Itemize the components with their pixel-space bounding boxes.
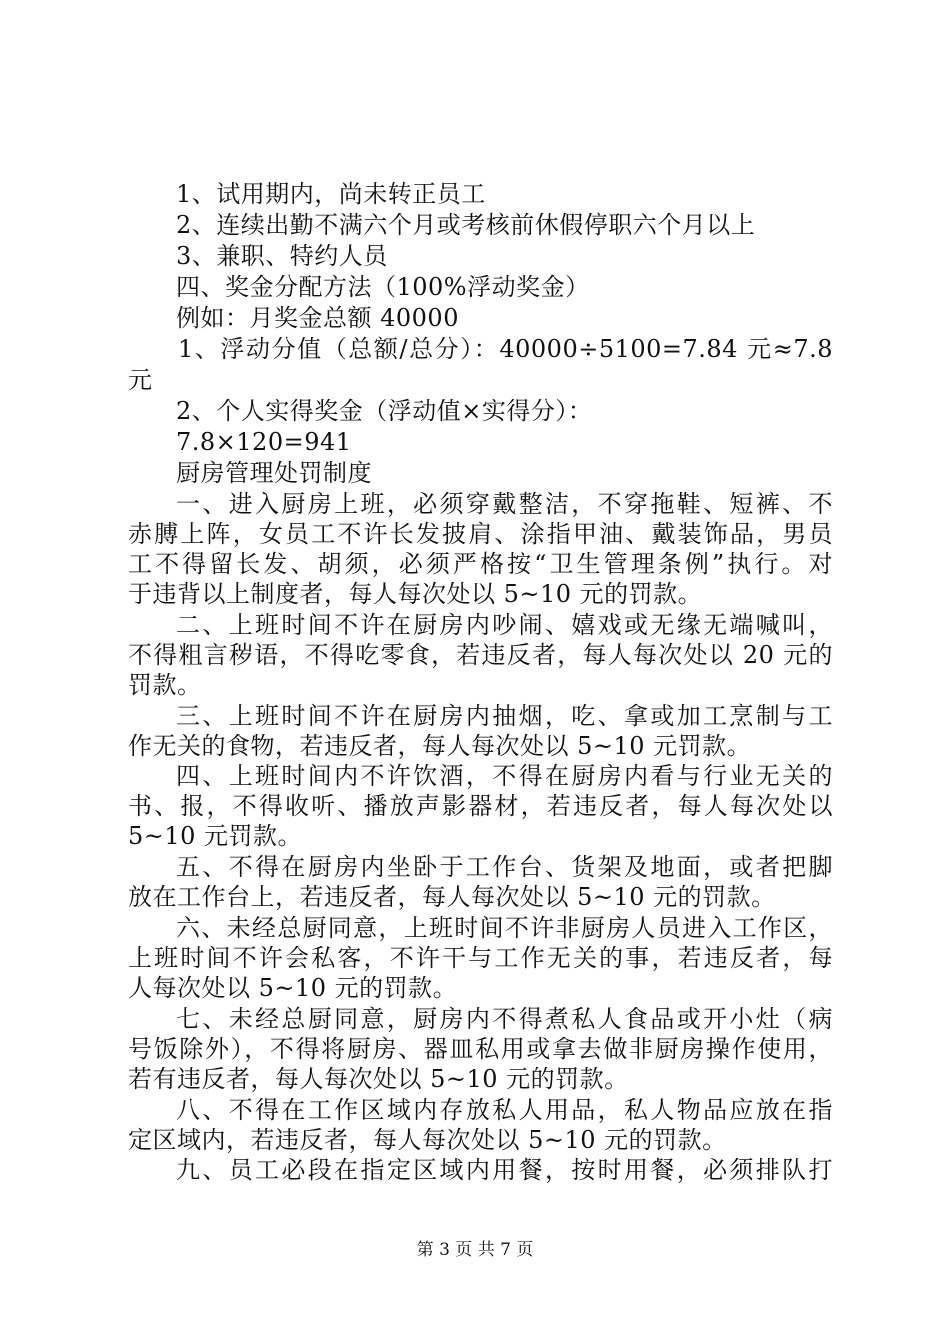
page-footer: 第 3 页 共 7 页	[416, 1240, 534, 1260]
text-line: 3、兼职、特约人员	[176, 242, 388, 270]
text-line: 九、员工必段在指定区域内用餐，按时用餐，必须排队打	[176, 1156, 833, 1184]
text-line: 号饭除外），不得将厨房、器皿私用或拿去做非厨房操作使用，	[128, 1035, 833, 1063]
text-line: 工不得留长发、胡须，必须严格按“卫生管理条例”执行。对	[128, 550, 833, 578]
text-line: 一、进入厨房上班，必须穿戴整洁，不穿拖鞋、短裤、不	[176, 490, 833, 518]
text-line: 六、未经总厨同意，上班时间不许非厨房人员进入工作区，	[176, 914, 833, 942]
text-line: 5~10 元罚款。	[128, 822, 303, 850]
text-line: 八、不得在工作区域内存放私人用品，私人物品应放在指	[176, 1096, 833, 1124]
text-line: 2、连续出勤不满六个月或考核前休假停职六个月以上	[176, 211, 756, 239]
text-line: 人每次处以 5~10 元的罚款。	[128, 974, 458, 1002]
text-line: 若有违反者，每人每次处以 5~10 元的罚款。	[128, 1065, 629, 1093]
text-line: 四、奖金分配方法（100%浮动奖金）	[176, 273, 590, 301]
text-line: 七、未经总厨同意，厨房内不得煮私人食品或开小灶（病	[176, 1005, 833, 1033]
text-line: 例如：月奖金总额 40000	[176, 304, 459, 332]
text-line: 元	[128, 366, 153, 394]
text-line: 1、浮动分值（总额/总分）：40000÷5100=7.84 元≈7.8	[178, 335, 833, 363]
text-line: 7.8×120=941	[176, 428, 352, 456]
text-line: 1、试用期内，尚未转正员工	[176, 180, 486, 208]
text-line: 不得粗言秽语，不得吃零食，若违反者，每人每次处以 20 元的	[128, 641, 833, 669]
text-line: 赤膊上阵，女员工不许长发披肩、涂指甲油、戴装饰品，男员	[128, 520, 833, 548]
text-line: 2、个人实得奖金（浮动值×实得分）：	[176, 397, 593, 425]
text-line: 三、上班时间不许在厨房内抽烟，吃、拿或加工烹制与工	[176, 702, 833, 730]
text-line: 作无关的食物，若违反者，每人每次处以 5~10 元罚款。	[128, 732, 752, 760]
text-line: 定区域内，若违反者，每人每次处以 5~10 元的罚款。	[128, 1126, 727, 1154]
text-line: 罚款。	[128, 671, 202, 699]
text-line: 厨房管理处罚制度	[176, 459, 372, 487]
text-line: 放在工作台上，若违反者，每人每次处以 5~10 元的罚款。	[128, 883, 776, 911]
text-line: 上班时间不许会私客，不许干与工作无关的事，若违反者，每	[128, 944, 833, 972]
text-line: 四、上班时间内不许饮酒，不得在厨房内看与行业无关的	[176, 762, 833, 790]
text-line: 二、上班时间不许在厨房内吵闹、嬉戏或无缘无端喊叫，	[176, 611, 833, 639]
text-line: 五、不得在厨房内坐卧于工作台、货架及地面，或者把脚	[176, 853, 833, 881]
text-line: 书、报，不得收听、播放声影器材，若违反者，每人每次处以	[128, 792, 833, 820]
text-line: 于违背以上制度者，每人每次处以 5~10 元的罚款。	[128, 580, 703, 608]
